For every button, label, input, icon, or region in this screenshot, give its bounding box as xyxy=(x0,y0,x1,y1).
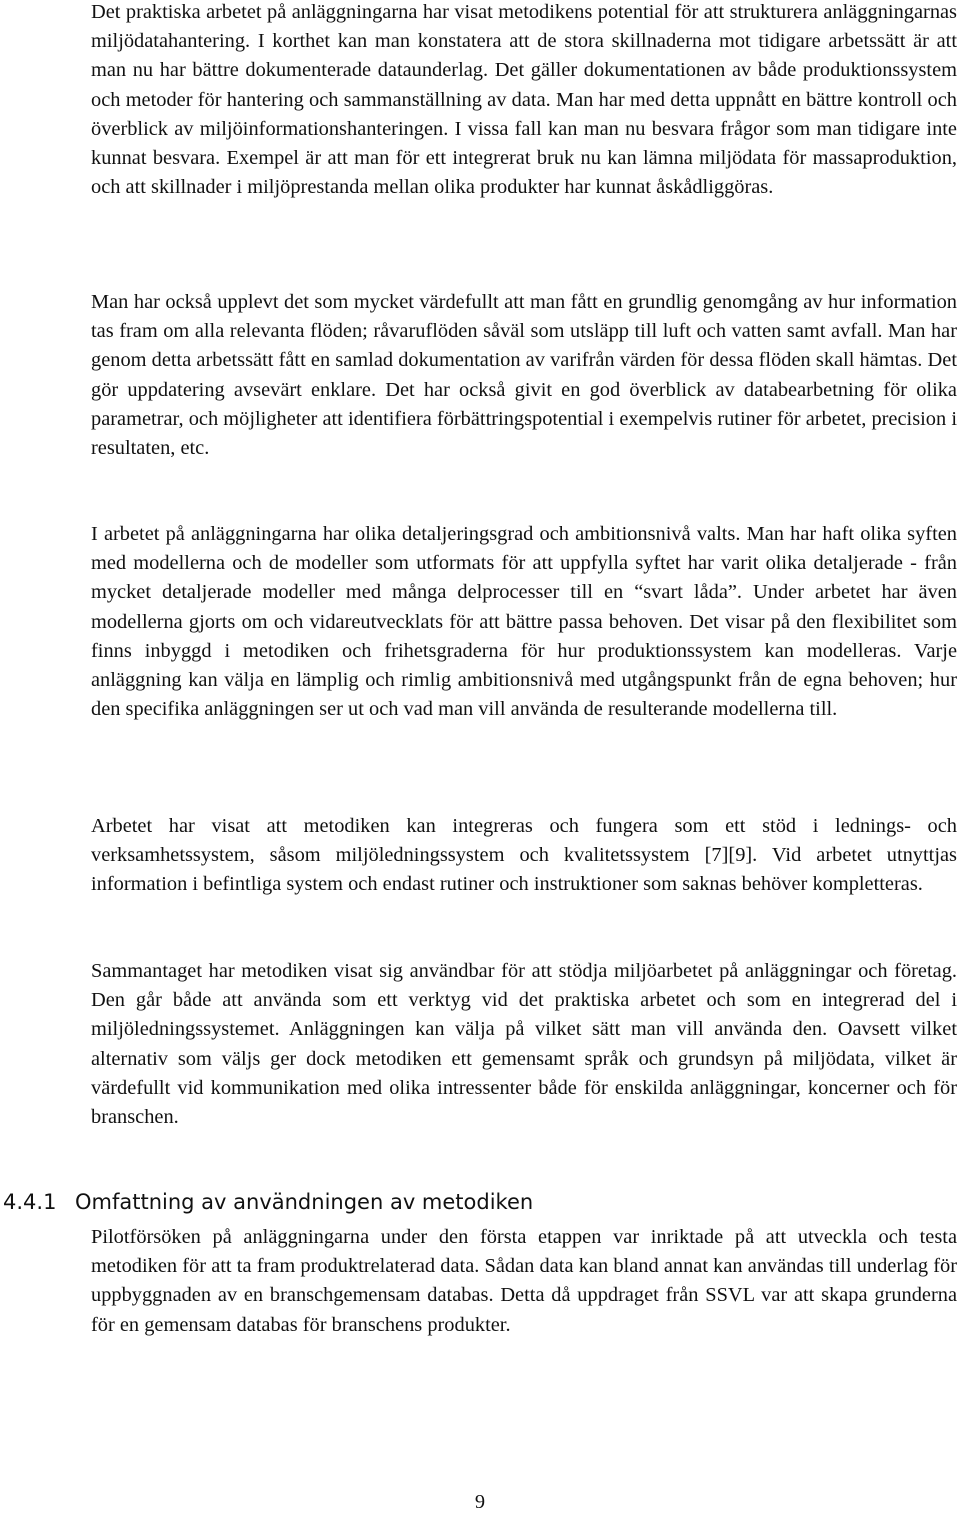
paragraph-1: Det praktiska arbetet på anläggningarna har visat metodikens potential för att strukturera anläggningarnas miljödatahantering. I korthet kan man konstatera att de stora skillnaderna mot tidigare arbetssätt är att man nu har bättre dokumenterade dataunderlag. Det gäller dokumentationen av både produktionssystem och metoder för hantering och sammanställning av data. Man har med detta uppnått en bättre kontroll och överblick av miljöinformationshanteringen. I vissa fall kan man nu besvara frågor som man tidigare inte kunnat besvara. Exempel är att man för ett integrerat bruk nu kan lämna miljödata för massaproduktion, och att skillnader i miljöprestanda mellan olika produkter har kunnat åskådliggöras. xyxy=(91,1,957,199)
section-heading xyxy=(3,1187,533,1217)
paragraph-2: Man har också upplevt det som mycket värdefullt att man fått en grundlig genomgång av hur information tas fram om alla relevanta flöden; råvaruflöden såväl som utsläpp till luft och vatten samt avfall. Man har genom detta arbetssätt fått en samlad dokumentation av varifrån värden för dessa flöden skall hämtas. Det gör uppdatering avsevärt enklare. Det har också givit en god överblick av databearbetning för olika parametrar, och möjligheter att identifiera förbättringspotential i exempelvis rutiner för arbetet, precision i resultaten, etc. xyxy=(91,291,957,460)
paragraph-3: I arbetet på anläggningarna har olika detaljeringsgrad och ambitionsnivå valts. Man har haft olika syften med modellerna och de modeller som utformats för att uppfylla syftet har varit olika detaljerade - från mycket detaljerade modeller med många delprocesser till en “svart låda”. Under arbetet har även modellerna gjorts om och vidareutvecklats för att bättre passa behoven. Det visar på den flexibilitet som finns inbyggd i metodiken och frihetsgraderna för hur produktionssystem kan modelleras. Varje anläggning kan välja en lämplig och rimlig ambitionsnivå med utgångspunkt från de egna behoven; hur den specifika anläggningen ser ut och vad man vill använda de resulterande modellerna till. xyxy=(91,523,957,721)
paragraph-4: Arbetet har visat att metodiken kan integreras och fungera som ett stöd i lednings- och verksamhetssystem, såsom miljöledningssystem och kvalitetssystem [7][9]. Vid arbetet utnyttjas information i befintliga system och endast rutiner och instruktioner som saknas behöver kompletteras. xyxy=(91,815,957,896)
section-paragraph: Pilotförsöken på anläggningarna under den första etappen var inriktade på att utveckla och testa metodiken för att ta fram produktrelaterad data. Sådan data kan bland annat kan användas till underlag för uppbyggnaden av en branschgemensam databas. Detta då uppdraget från SSVL var att skapa grunderna för en gemensam databas för branschens produkter. xyxy=(91,1226,957,1336)
section-title: Omfattning av användningen av metodiken xyxy=(75,1190,534,1214)
section-number: 4.4.1 xyxy=(3,1190,57,1214)
paragraph-5: Sammantaget har metodiken visat sig användbar för att stödja miljöarbetet på anläggningar och företag. Den går både att använda som ett verktyg vid det praktiska arbetet och som en integrerad del i miljöledningssystemet. Anläggningen kan välja på vilket sätt man vill använda den. Oavsett vilket alternativ som väljs ger dock metodiken ett gemensamt språk och grundsyn på miljödata, vilket är värdefullt vid kommunikation med olika intressenter både för enskilda anläggningar, koncerner och för branschen. xyxy=(91,960,957,1129)
page-number: 9 xyxy=(474,1491,486,1513)
